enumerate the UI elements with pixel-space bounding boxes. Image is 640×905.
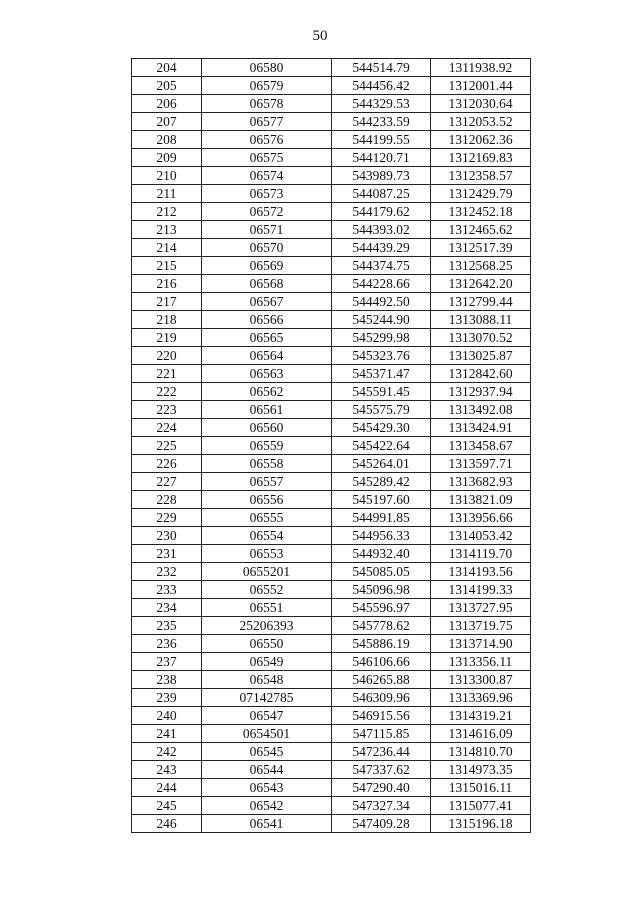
y-coordinate-cell: 1313070.52 [431, 329, 531, 347]
y-coordinate-cell: 1313458.67 [431, 437, 531, 455]
y-coordinate-cell: 1314973.35 [431, 761, 531, 779]
table-row [132, 149, 531, 167]
x-coordinate-cell: 543989.73 [332, 167, 431, 185]
y-coordinate-cell: 1312842.60 [431, 365, 531, 383]
y-coordinate-cell: 1313300.87 [431, 671, 531, 689]
y-coordinate-cell: 1314319.21 [431, 707, 531, 725]
y-coordinate-cell: 1313597.71 [431, 455, 531, 473]
x-coordinate-cell: 547337.62 [332, 761, 431, 779]
y-coordinate-cell: 1312517.39 [431, 239, 531, 257]
point-id-cell: 06578 [202, 95, 332, 113]
table-row [132, 725, 531, 743]
x-coordinate-cell: 545244.90 [332, 311, 431, 329]
point-number-cell: 235 [132, 617, 202, 635]
point-number-cell: 217 [132, 293, 202, 311]
point-number-cell: 218 [132, 311, 202, 329]
point-id-cell: 06562 [202, 383, 332, 401]
x-coordinate-cell: 545197.60 [332, 491, 431, 509]
y-coordinate-cell: 1314616.09 [431, 725, 531, 743]
x-coordinate-cell: 545264.01 [332, 455, 431, 473]
x-coordinate-cell: 545096.98 [332, 581, 431, 599]
point-number-cell: 242 [132, 743, 202, 761]
point-number-cell: 234 [132, 599, 202, 617]
point-id-cell: 25206393 [202, 617, 332, 635]
table-row [132, 239, 531, 257]
point-number-cell: 236 [132, 635, 202, 653]
x-coordinate-cell: 544120.71 [332, 149, 431, 167]
point-number-cell: 220 [132, 347, 202, 365]
x-coordinate-cell: 544393.02 [332, 221, 431, 239]
point-number-cell: 246 [132, 815, 202, 833]
point-id-cell: 06547 [202, 707, 332, 725]
table-row [132, 293, 531, 311]
table-row [132, 707, 531, 725]
point-id-cell: 06558 [202, 455, 332, 473]
point-number-cell: 227 [132, 473, 202, 491]
point-id-cell: 06570 [202, 239, 332, 257]
x-coordinate-cell: 545886.19 [332, 635, 431, 653]
point-number-cell: 231 [132, 545, 202, 563]
point-number-cell: 211 [132, 185, 202, 203]
point-number-cell: 239 [132, 689, 202, 707]
x-coordinate-cell: 545422.64 [332, 437, 431, 455]
x-coordinate-cell: 546309.96 [332, 689, 431, 707]
point-number-cell: 232 [132, 563, 202, 581]
point-id-cell: 06576 [202, 131, 332, 149]
point-id-cell: 06566 [202, 311, 332, 329]
coordinates-table [131, 58, 531, 833]
point-number-cell: 212 [132, 203, 202, 221]
table-row [132, 689, 531, 707]
point-id-cell: 06572 [202, 203, 332, 221]
point-id-cell: 06559 [202, 437, 332, 455]
point-id-cell: 06561 [202, 401, 332, 419]
point-id-cell: 06565 [202, 329, 332, 347]
table-row [132, 131, 531, 149]
table-row [132, 563, 531, 581]
y-coordinate-cell: 1315016.11 [431, 779, 531, 797]
table-row [132, 671, 531, 689]
y-coordinate-cell: 1314810.70 [431, 743, 531, 761]
point-number-cell: 206 [132, 95, 202, 113]
table-row [132, 545, 531, 563]
y-coordinate-cell: 1315077.41 [431, 797, 531, 815]
x-coordinate-cell: 547290.40 [332, 779, 431, 797]
point-number-cell: 207 [132, 113, 202, 131]
coordinates-table-body [132, 59, 531, 833]
point-number-cell: 240 [132, 707, 202, 725]
y-coordinate-cell: 1312642.20 [431, 275, 531, 293]
point-id-cell: 0655201 [202, 563, 332, 581]
point-id-cell: 06574 [202, 167, 332, 185]
x-coordinate-cell: 547115.85 [332, 725, 431, 743]
y-coordinate-cell: 1312799.44 [431, 293, 531, 311]
point-number-cell: 238 [132, 671, 202, 689]
x-coordinate-cell: 545575.79 [332, 401, 431, 419]
point-id-cell: 06555 [202, 509, 332, 527]
point-id-cell: 06551 [202, 599, 332, 617]
y-coordinate-cell: 1313492.08 [431, 401, 531, 419]
y-coordinate-cell: 1313424.91 [431, 419, 531, 437]
x-coordinate-cell: 544492.50 [332, 293, 431, 311]
x-coordinate-cell: 546265.88 [332, 671, 431, 689]
y-coordinate-cell: 1314119.70 [431, 545, 531, 563]
y-coordinate-cell: 1314053.42 [431, 527, 531, 545]
y-coordinate-cell: 1312937.94 [431, 383, 531, 401]
table-row [132, 473, 531, 491]
point-number-cell: 204 [132, 59, 202, 77]
y-coordinate-cell: 1314193.56 [431, 563, 531, 581]
table-row [132, 113, 531, 131]
table-row [132, 167, 531, 185]
point-number-cell: 208 [132, 131, 202, 149]
x-coordinate-cell: 544374.75 [332, 257, 431, 275]
x-coordinate-cell: 544456.42 [332, 77, 431, 95]
point-id-cell: 06548 [202, 671, 332, 689]
table-row [132, 329, 531, 347]
y-coordinate-cell: 1312568.25 [431, 257, 531, 275]
point-number-cell: 222 [132, 383, 202, 401]
point-number-cell: 230 [132, 527, 202, 545]
x-coordinate-cell: 545289.42 [332, 473, 431, 491]
point-id-cell: 0654501 [202, 725, 332, 743]
x-coordinate-cell: 544932.40 [332, 545, 431, 563]
point-id-cell: 06567 [202, 293, 332, 311]
point-number-cell: 243 [132, 761, 202, 779]
x-coordinate-cell: 545778.62 [332, 617, 431, 635]
y-coordinate-cell: 1315196.18 [431, 815, 531, 833]
point-id-cell: 06580 [202, 59, 332, 77]
point-number-cell: 209 [132, 149, 202, 167]
table-row [132, 347, 531, 365]
table-row [132, 779, 531, 797]
y-coordinate-cell: 1313025.87 [431, 347, 531, 365]
y-coordinate-cell: 1312062.36 [431, 131, 531, 149]
y-coordinate-cell: 1312030.64 [431, 95, 531, 113]
y-coordinate-cell: 1312452.18 [431, 203, 531, 221]
table-row [132, 761, 531, 779]
point-id-cell: 06541 [202, 815, 332, 833]
x-coordinate-cell: 544956.33 [332, 527, 431, 545]
x-coordinate-cell: 544439.29 [332, 239, 431, 257]
table-row [132, 185, 531, 203]
point-id-cell: 06569 [202, 257, 332, 275]
y-coordinate-cell: 1311938.92 [431, 59, 531, 77]
x-coordinate-cell: 547409.28 [332, 815, 431, 833]
x-coordinate-cell: 546915.56 [332, 707, 431, 725]
point-id-cell: 07142785 [202, 689, 332, 707]
point-id-cell: 06549 [202, 653, 332, 671]
point-number-cell: 228 [132, 491, 202, 509]
point-id-cell: 06543 [202, 779, 332, 797]
table-row [132, 599, 531, 617]
point-number-cell: 205 [132, 77, 202, 95]
x-coordinate-cell: 544991.85 [332, 509, 431, 527]
x-coordinate-cell: 544199.55 [332, 131, 431, 149]
table-row [132, 203, 531, 221]
point-number-cell: 245 [132, 797, 202, 815]
x-coordinate-cell: 544329.53 [332, 95, 431, 113]
x-coordinate-cell: 545085.05 [332, 563, 431, 581]
table-row [132, 455, 531, 473]
x-coordinate-cell: 545371.47 [332, 365, 431, 383]
point-number-cell: 233 [132, 581, 202, 599]
x-coordinate-cell: 545596.97 [332, 599, 431, 617]
table-row [132, 509, 531, 527]
point-number-cell: 213 [132, 221, 202, 239]
x-coordinate-cell: 544179.62 [332, 203, 431, 221]
point-id-cell: 06554 [202, 527, 332, 545]
table-row [132, 257, 531, 275]
point-id-cell: 06563 [202, 365, 332, 383]
point-number-cell: 237 [132, 653, 202, 671]
y-coordinate-cell: 1314199.33 [431, 581, 531, 599]
table-row [132, 437, 531, 455]
y-coordinate-cell: 1313356.11 [431, 653, 531, 671]
y-coordinate-cell: 1312429.79 [431, 185, 531, 203]
x-coordinate-cell: 545323.76 [332, 347, 431, 365]
point-id-cell: 06542 [202, 797, 332, 815]
point-id-cell: 06573 [202, 185, 332, 203]
point-id-cell: 06557 [202, 473, 332, 491]
point-id-cell: 06552 [202, 581, 332, 599]
y-coordinate-cell: 1313719.75 [431, 617, 531, 635]
point-id-cell: 06568 [202, 275, 332, 293]
y-coordinate-cell: 1312169.83 [431, 149, 531, 167]
point-id-cell: 06579 [202, 77, 332, 95]
table-row [132, 797, 531, 815]
point-number-cell: 223 [132, 401, 202, 419]
table-row [132, 275, 531, 293]
point-number-cell: 216 [132, 275, 202, 293]
x-coordinate-cell: 544233.59 [332, 113, 431, 131]
table-row [132, 527, 531, 545]
table-row [132, 383, 531, 401]
y-coordinate-cell: 1312358.57 [431, 167, 531, 185]
table-row [132, 581, 531, 599]
table-row [132, 365, 531, 383]
x-coordinate-cell: 544514.79 [332, 59, 431, 77]
point-number-cell: 224 [132, 419, 202, 437]
y-coordinate-cell: 1312465.62 [431, 221, 531, 239]
point-id-cell: 06550 [202, 635, 332, 653]
point-id-cell: 06575 [202, 149, 332, 167]
point-id-cell: 06560 [202, 419, 332, 437]
y-coordinate-cell: 1313088.11 [431, 311, 531, 329]
point-number-cell: 210 [132, 167, 202, 185]
point-number-cell: 229 [132, 509, 202, 527]
x-coordinate-cell: 547236.44 [332, 743, 431, 761]
x-coordinate-cell: 544228.66 [332, 275, 431, 293]
point-number-cell: 215 [132, 257, 202, 275]
point-id-cell: 06571 [202, 221, 332, 239]
table-row [132, 419, 531, 437]
x-coordinate-cell: 547327.34 [332, 797, 431, 815]
point-number-cell: 244 [132, 779, 202, 797]
point-number-cell: 221 [132, 365, 202, 383]
x-coordinate-cell: 545299.98 [332, 329, 431, 347]
page-number: 50 [312, 28, 328, 44]
table-row [132, 635, 531, 653]
table-row [132, 311, 531, 329]
x-coordinate-cell: 545429.30 [332, 419, 431, 437]
table-row [132, 815, 531, 833]
point-id-cell: 06545 [202, 743, 332, 761]
table-row [132, 491, 531, 509]
y-coordinate-cell: 1313727.95 [431, 599, 531, 617]
x-coordinate-cell: 545591.45 [332, 383, 431, 401]
point-id-cell: 06556 [202, 491, 332, 509]
point-number-cell: 226 [132, 455, 202, 473]
table-row [132, 95, 531, 113]
x-coordinate-cell: 546106.66 [332, 653, 431, 671]
point-id-cell: 06544 [202, 761, 332, 779]
point-number-cell: 241 [132, 725, 202, 743]
point-id-cell: 06564 [202, 347, 332, 365]
table-row [132, 617, 531, 635]
table-row [132, 221, 531, 239]
point-id-cell: 06553 [202, 545, 332, 563]
table-row [132, 59, 531, 77]
y-coordinate-cell: 1312053.52 [431, 113, 531, 131]
y-coordinate-cell: 1313714.90 [431, 635, 531, 653]
y-coordinate-cell: 1313682.93 [431, 473, 531, 491]
table-row [132, 77, 531, 95]
point-number-cell: 219 [132, 329, 202, 347]
table-row [132, 743, 531, 761]
point-number-cell: 214 [132, 239, 202, 257]
point-number-cell: 225 [132, 437, 202, 455]
y-coordinate-cell: 1312001.44 [431, 77, 531, 95]
x-coordinate-cell: 544087.25 [332, 185, 431, 203]
y-coordinate-cell: 1313369.96 [431, 689, 531, 707]
y-coordinate-cell: 1313956.66 [431, 509, 531, 527]
table-row [132, 653, 531, 671]
y-coordinate-cell: 1313821.09 [431, 491, 531, 509]
table-row [132, 401, 531, 419]
point-id-cell: 06577 [202, 113, 332, 131]
